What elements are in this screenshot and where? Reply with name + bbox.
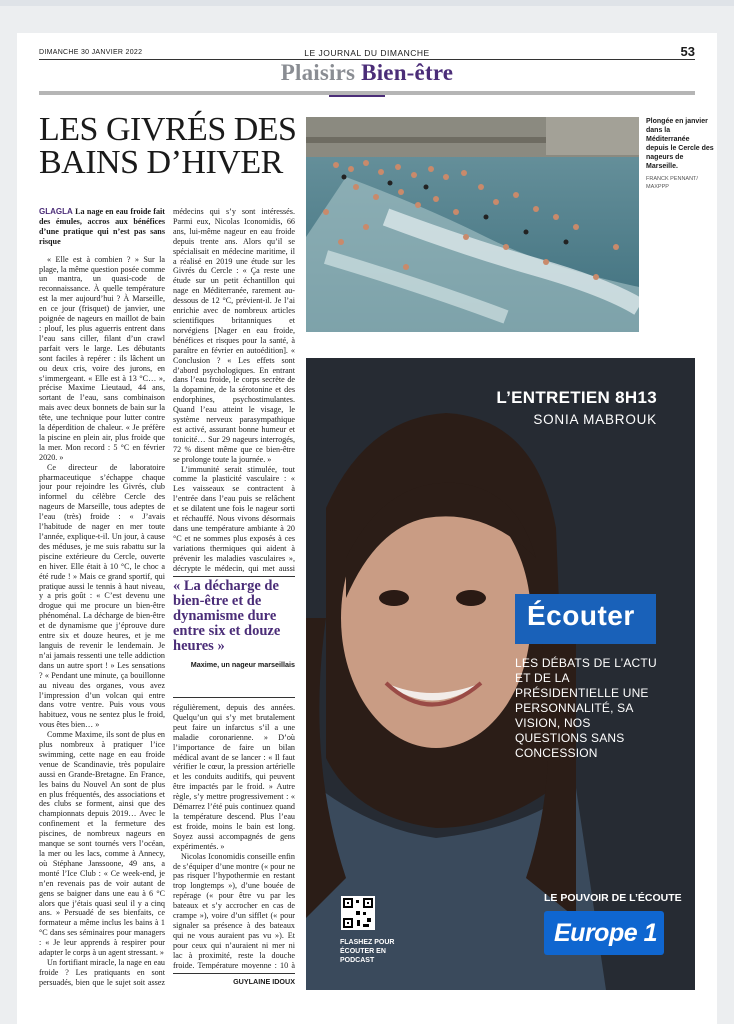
paragraph: Comme Maxime, ils sont de plus en plus nombreux à pratiquer l’ice swimming, cette nage en eau froide venue de Scandinavie, très populaire aussi en Grande-Bretagne. En France, les bains du Nouvel An sont de plus en plus fréquentés, des associations et des clubs se forment, ainsi que des championnats depuis 2019… Avec le confinement et la fermeture des piscines, de nombreux nageurs en manque se sont tournés vers l’océan, la mer ou les lacs, comme à Annecy, où Stéphane Janssoone, 49 ans, a monté l’Ice Club : « Ce week-end, je n’en revenais pas de voir autant de gens se baigner dans une eau à 6 °C alors que j’étais quasi seul il y a cinq ans. » Persuadé de ses bienfaits, ce formateur a même inclus les bains à 1 °C dans ses séminaires pour managers : « Je leur apprends à respirer pour adapter le corps à un agent stressant. » xyxy=(39,730,165,958)
paragraph: L’immunité serait stimulée, tout comme la plasticité vasculaire : « Les vaisseaux se contractent à l’entrée dans l’eau puis se relâchent et se dilatent une fois le nageur sorti et réchauffé. Nous vivons désormais dans une température ambiante à 20 °C et ne sommes plus exposés à ces variations thermiques qui aident à prévenir les maladies vasculaires », décrypte le médecin, qui met aussi xyxy=(173,464,295,573)
pull-quote-attribution: Maxime, un nageur marseillais xyxy=(190,660,295,669)
article-lead: La nage en eau froide fait des émules, accros aux bénéfices d’une pratique qui n’est pas sans risque xyxy=(39,207,165,246)
ad-blurb: LES DÉBATS DE L’ACTU ET DE LA PRÉSIDENTIELLE UNE PERSONNALITÉ, SA VISION, NOS QUESTIONS SANS CONCESSION xyxy=(515,656,657,760)
caption-text: Plongée en janvier dans la Méditerranée depuis le Cercle des nageurs de Marseille. xyxy=(646,118,714,170)
article-byline: GUYLAINE IDOUX xyxy=(173,973,295,986)
rubric-part-2: Bien-être xyxy=(361,60,454,85)
paragraph: Nicolas Iconomidis conseille enfin de s’équiper d’une montre (« pour ne pas risquer l’hypothermie en restant trop longtemps »), d’une bouée de repérage (« pour être vu par les bateaux et s’y accrocher en cas de crampe »), voire d’un sifflet (« pour signaler sa présence à des bateaux qui ne vous auraient pas vu »). Et pour ceux qui n’auraient ni mer ni lac à proximité, reste la douche froide. Température moyenne : 10 à xyxy=(173,851,295,969)
photo-credit: FRANCK PENNANT/ MAXPPP xyxy=(646,176,698,190)
swimmers-photo xyxy=(306,117,639,332)
page-number: 53 xyxy=(680,44,695,59)
paragraph: Ce directeur de laboratoire pharmaceutique s’échappe chaque jour pour rejoindre les Givrés, club informel du célèbre Cercle des nageurs de Marseille, tous adeptes de l’eau (très) froide : « J’avais l’habitude de nager en mer toute l’année, explique-t-il. Un jour, à cause des méduses, je me suis rabattu sur la piscine extérieure du Cercle, ouverte en hiver. Elle était à 10 °C, le choc a été rude ! » Mais ce grand sportif, qui pratique aussi le tennis à haut niveau, y a pris goût : « C’est devenu une drogue qui me procure un bien-être phénoménal. La décharge de bien-être et de dynamisme que j’éprouve dure entre six et douze heures, et je me languis de revenir le lendemain. Je n’ai jamais ressenti une telle addiction dans un autre sport ! » Les sensations ? « Pendant une minute, ça bouillonne au niveau des organes, vous avez l’impression d’un volcan qui entre dans votre ventre. Puis vous vous habituez, vous ne sentez plus le froid, vous êtes bien… » xyxy=(39,462,165,730)
article-column-1 xyxy=(39,207,165,987)
viewer-top-bar xyxy=(0,0,734,6)
podcast-note: FLASHEZ POUR ÉCOUTER EN PODCAST xyxy=(340,939,395,964)
paragraph: régulièrement, depuis des années. Quelqu’un qui s’y met brutalement peut faire un infarctus s’il a une maladie coronarienne. » D’où l’importance de faire un bilan médical avant de se lancer : « Il faut vérifier le cœur, la pression artérielle et les conduits auditifs, qui peuvent être impactés par le froid. » Autre règle, s’y mettre progressivement : « Démarrez l’été puis continuez quand la température descend. Plus l’eau est froide, moins le bain est long. Soyez aussi accompagnés de gens expérimentés. » xyxy=(173,703,295,851)
quote-rule-top xyxy=(173,576,295,577)
ad-title: L’ENTRETIEN 8H13 xyxy=(496,388,657,407)
ad-tagline: LE POUVOIR DE L’ÉCOUTE xyxy=(544,892,682,904)
rubric-rule xyxy=(39,91,695,95)
photo-caption xyxy=(646,117,714,191)
rubric-part-1: Plaisirs xyxy=(280,60,356,85)
page-folio xyxy=(39,46,695,60)
article-column-2-bottom xyxy=(173,703,295,969)
qr-code-icon xyxy=(341,896,375,930)
pull-quote xyxy=(173,579,295,669)
article-headline: LES GIVRÉS DES BAINS D’HIVER xyxy=(39,111,297,181)
newspaper-page xyxy=(17,33,717,1024)
quote-rule-bottom xyxy=(173,697,295,698)
article-kicker: GLAGLA xyxy=(39,207,73,216)
ad-host: SONIA MABROUK xyxy=(533,412,657,427)
article-column-2-top xyxy=(173,207,295,573)
pull-quote-text: « La décharge de bien-être et de dynamisme dure entre six et douze heures » xyxy=(173,578,281,654)
paragraph: médecins qui s’y sont intéressés. Parmi eux, Nicolas Iconomidis, 66 ans, lui-même nageur en eau froide depuis trente ans. Alors qu’il se spécialisait en médecine maritime, il a réalisé en 2019 une étude sur les Givrés du Cercle : « Ça reste une étude sur un petit échantillon qui nage en Méditerranée, rarement au-dessous de 12 °C, prévient-il. Je l’ai enrichie avec de nombreux articles scientifiques britanniques et norvégiens [Nager en eau froide, bénéfices et risques pour la santé, à paraître en février en autoédition]. « Conclusion ? « Les effets sont d’abord psychologiques. En entrant dans l’eau froide, le corps secrète de la dopamine, de la sérotonine et des endorphines, psychostimulantes. Quand l’eau atteint le visage, le système nerveux parasympathique est activé, assurant bonne humeur et tonicité… Sur 29 nageurs interrogés, 72 % disent même que ce bien-être se prolonge toute la journée. » xyxy=(173,207,295,464)
europe1-logo: Europe 1 xyxy=(544,911,664,955)
issue-date: DIMANCHE 30 JANVIER 2022 xyxy=(39,49,143,56)
paragraph: Un fortifiant miracle, la nage en eau froide ? Les pratiquants en sont persuadés, bien que le sujet soit assez xyxy=(39,957,165,987)
listen-banner: Écouter xyxy=(515,594,656,644)
newspaper-name: LE JOURNAL DU DIMANCHE xyxy=(304,48,430,58)
europe1-advertisement xyxy=(306,358,695,990)
paragraph: « Elle est à combien ? » Sur la plage, la même question posée comme un mantra, un quasi-code de reconnaissance. À quelle température est la mer aujourd’hui ? À Marseille, en ce jour (frisquet) de janvier, une poignée de nageurs en maillot de bain : plouf, les plus aguerris entrent dans l’eau sans ciller, filant d’un crawl parfait vers le large. Les débutants sont faciles à repérer : ils lâchent un ou deux cris, voire des jurons, en s’immergeant. « Elle est à 13 °C… », précise Maxime Lieutaud, 44 ans, sortant de l’eau, sans combinaison mais avec deux bonnets de bain sur la tête, une technique pour lutter contre la déperdition de chaleur. « Je préfère la piscine en plein air, plus froide que la mer. Mon record : 5 °C en février 2020. » xyxy=(39,254,165,462)
section-rubric xyxy=(17,60,717,86)
